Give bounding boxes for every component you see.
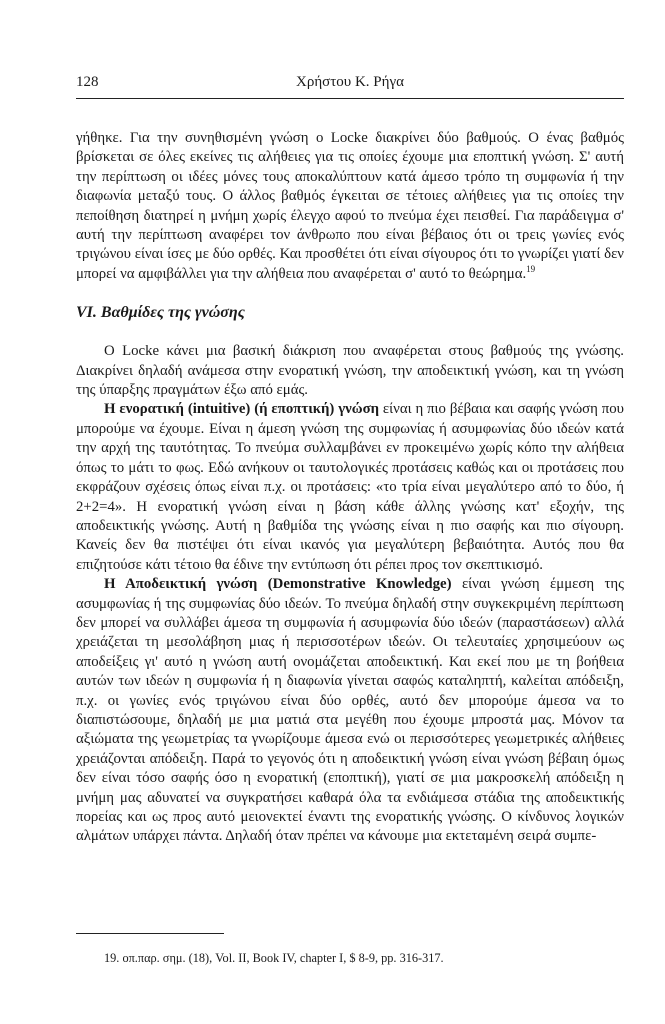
page-number: 128 <box>76 74 99 90</box>
paragraph-intuitive-knowledge <box>76 400 624 575</box>
footnote-divider <box>76 933 224 934</box>
footnote-reference: 19 <box>526 263 536 274</box>
term-intuitive-knowledge: Η ενορατική (intuitive) (ή εποπτική) γνώση <box>104 401 380 418</box>
paragraph-text: είναι η πιο βέβαια και σαφής γνώση που μπορούμε να έχουμε. Είναι η άμεση γνώση της συμφωνίας ή ασυμφωνίας δύο ιδεών κατά την αρχή της ταυτότητας. Το πνεύμα συλλαμβάνει εν προκειμένω χωρίς κόπο την αλήθεια όπως το μάτι το φως. Εδώ ανήκουν οι ταυτολογικές προτάσεις καθώς και οι προτάσεις που εκφράζουν σχέσεις όπως είναι π.χ. οι προτάσεις: «το τρία είναι μεγαλύτερο από το δύο, ή 2+2=4». Η ενορατική γνώση είναι η βάση κάθε άλλης γνώσης κατ' εξοχήν, της αποδεικτικής γνώσης. Αυτή η βαθμίδα της γνώσης είναι η πιο σαφής και πιο σίγουρη. Κανείς δεν θα πιστέψει ότι είναι ικανός για μεγαλύτερη βεβαιότητα. Αυτός που θα επιζητούσε κάτι τέτοιο θα έδινε την εντύπωση ότι ρέπει προς τον σκεπτικισμό. <box>76 401 624 573</box>
running-title: Χρήστου Κ. Ρήγα <box>296 74 404 90</box>
paragraph-continuation <box>76 129 624 284</box>
term-demonstrative-knowledge: Η Αποδεικτική γνώση (Demonstrative Knowledge) <box>104 576 452 593</box>
page-body <box>76 129 624 847</box>
section-heading: VI. Βαθμίδες της γνώσης <box>76 304 245 322</box>
page-header <box>76 74 624 99</box>
paragraph-text: είναι γνώση έμμεση της ασυμφωνίας ή της συμφωνίας δύο ιδεών. Το πνεύμα δηλαδή στην συγκεκριμένη περίπτωση δεν μπορεί να συλλάβει άμεσα τη συμφωνία ή ασυμφωνία δύο ιδεών (παραστάσεων) αλλά χρειάζεται τη μεσολάβηση μιας ή περισσοτέρων ιδεών. Οι τελευταίες χρησιμεύουν ως αποδείξεις γι' αυτό η γνώση αυτή ονομάζεται αποδεικτική. Και εκεί που με τη βοήθεια αυτών των ιδεών η συμφωνία ή η διαφωνία γίνεται σαφώς καταληπτή, καλείται απόδειξη, π.χ. οι γωνίες ενός τριγώνου είναι δύο ορθές, αυτό δεν μπορούμε άμεσα να το διαπιστώσουμε, δηλαδή με μια ματιά στα μεγέθη που έχουμε μπροστά μας. Μόνον τα αξιώματα της γεωμετρίας τα γνωρίζουμε άμεσα ενώ οι περισσότερες γεωμετρικές αλήθειες χρειάζονται απόδειξη. Παρά το γεγονός ότι η αποδεικτική γνώση είναι γνώση βέβαιη όμως δεν είναι τόσο σαφής όσο η ενορατική (εποπτική), γιατί σε μια μακροσκελή απόδειξη η μνήμη μας αδυνατεί να συγκρατήσει καθαρά όλα τα ενδιάμεσα στάδια της αποδεικτικής πορείας και ως προς αυτό μειονεκτεί έναντι της ενορατικής γνώσης. Ο κίνδυνος λογικών αλμάτων υπάρχει πάντα. Δηλαδή όταν πρέπει να κάνουμε μια εκτεταμένη σειρά συμπε- <box>76 576 625 845</box>
footnote: 19. οπ.παρ. σημ. (18), Vol. II, Book IV, chapter I, $ 8-9, pp. 316-317. <box>104 951 444 965</box>
paragraph-demonstrative-knowledge <box>76 575 624 847</box>
paragraph-text: γήθηκε. Για την συνηθισμένη γνώση ο Locke διακρίνει δύο βαθμούς. Ο ένας βαθμός βρίσκεται σε όλες εκείνες τις αλήθειες για τις οποίες έχουμε μια εποπτική γνώση. Σ' αυτή την περίπτωση οι ιδέες μόνες τους αποκαλύπτουν κατά άμεσο τρόπο τη συμφωνία ή την διαφωνία μεταξύ τους. Ο άλλος βαθμός έγκειται σε τέτοιες αλήθειες για τις οποίες την πεποίθηση διατηρεί η μνήμη χωρίς έλεγχο αφού το πνεύμα έχει πεισθεί. Για παράδειγμα σ' αυτή την περίπτωση αναφέρει τον άνθρωπο που είναι βέβαιος ότι οι τρεις γωνίες ενός τριγώνου είναι ίσες με δύο ορθές. Και προσθέτει ότι είναι σίγουρος ότι το γνωρίζει γιατί δεν μπορεί να αμφιβάλλει για την αλήθεια που αναφέρεται σ' αυτό το θεώρημα. <box>76 130 624 282</box>
paragraph-degrees-of-knowledge: Ο Locke κάνει μια βασική διάκριση που αναφέρεται στους βαθμούς της γνώσης. Διακρίνει δηλαδή ανάμεσα στην ενορατική γνώση, την αποδεικτική γνώση, και τη γνώση της ύπαρξης πραγμάτων έξω από εμάς. <box>76 343 624 399</box>
